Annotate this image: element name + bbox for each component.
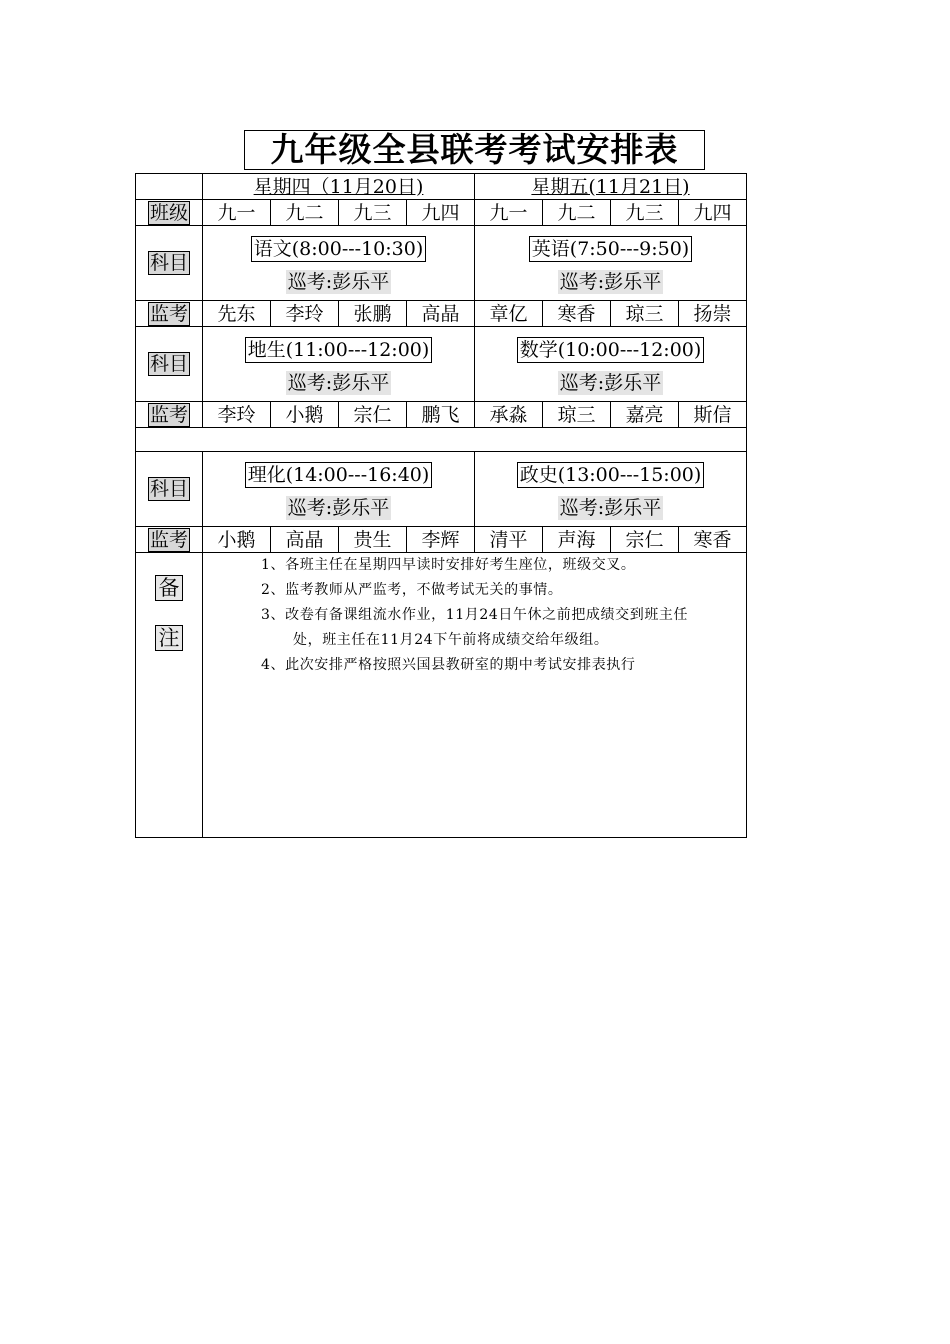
proctor-cell: 小鹅: [271, 402, 339, 428]
proctor-cell: 斯信: [679, 402, 747, 428]
proctor-label-cell: [136, 301, 203, 327]
subject-time: 数学(10:00---12:00): [517, 337, 705, 363]
proctor-row: [136, 527, 747, 553]
proctor-cell: 先东: [203, 301, 271, 327]
note-item: 4、此次安排严格按照兴国县教研室的期中考试安排表执行: [261, 657, 636, 673]
subject-label-cell: [136, 226, 203, 301]
proctor-cell: 声海: [543, 527, 611, 553]
class-label-cell: [136, 200, 203, 226]
proctor-row: [136, 402, 747, 428]
notes-row: [136, 553, 747, 838]
class-label: 班级: [149, 201, 188, 224]
subject-row: [136, 327, 747, 402]
subject-cell: [203, 226, 475, 301]
subject-label: 科目: [149, 353, 188, 375]
proctor-cell: 李辉: [407, 527, 475, 553]
notes-label-cell: [136, 553, 203, 838]
proctor-cell: 宗仁: [339, 402, 407, 428]
note-item: 1、各班主任在星期四早读时安排好考生座位，班级交叉。: [261, 557, 636, 573]
class-cell: 九三: [611, 200, 679, 226]
subject-time: 政史(13:00---15:00): [517, 462, 705, 488]
exam-schedule-table: [135, 173, 747, 838]
subject-cell: [203, 452, 475, 527]
day-friday: 星期五(11月21日): [475, 174, 747, 200]
class-cell: 九四: [407, 200, 475, 226]
proctor-cell: 张鹏: [339, 301, 407, 327]
day-thursday: 星期四（11月20日): [203, 174, 475, 200]
subject-row: [136, 452, 747, 527]
class-cell: 九一: [203, 200, 271, 226]
proctor-cell: 贵生: [339, 527, 407, 553]
proctor-label-cell: [136, 402, 203, 428]
patrol-text: 巡考:彭乐平: [287, 372, 390, 394]
notes-cell: [203, 553, 747, 838]
note-item: 2、监考教师从严监考，不做考试无关的事情。: [261, 582, 563, 598]
subject-label-cell: [136, 452, 203, 527]
patrol-text: 巡考:彭乐平: [287, 271, 390, 293]
subject-label-cell: [136, 327, 203, 402]
proctor-cell: 鹏飞: [407, 402, 475, 428]
subject-label: 科目: [149, 252, 188, 274]
proctor-cell: 寒香: [679, 527, 747, 553]
proctor-cell: 寒香: [543, 301, 611, 327]
subject-cell: [475, 226, 747, 301]
proctor-cell: 承淼: [475, 402, 543, 428]
class-cell: 九二: [271, 200, 339, 226]
subject-time: 地生(11:00---12:00): [245, 337, 433, 363]
proctor-cell: 琼三: [543, 402, 611, 428]
subject-label: 科目: [149, 478, 188, 500]
page-title: 九年级全县联考考试安排表: [244, 130, 705, 170]
class-cell: 九一: [475, 200, 543, 226]
day-header-row: [136, 174, 747, 200]
class-cell: 九四: [679, 200, 747, 226]
note-item: 3、改卷有备课组流水作业，11月24日午休之前把成绩交到班主任: [261, 607, 689, 623]
corner-cell: [136, 174, 203, 200]
subject-time: 英语(7:50---9:50): [529, 236, 692, 262]
separator-cell: [136, 428, 747, 452]
proctor-cell: 高晶: [271, 527, 339, 553]
proctor-cell: 扬崇: [679, 301, 747, 327]
patrol-text: 巡考:彭乐平: [559, 271, 662, 293]
proctor-row: [136, 301, 747, 327]
class-cell: 九三: [339, 200, 407, 226]
proctor-cell: 李玲: [271, 301, 339, 327]
subject-cell: [475, 327, 747, 402]
subject-time: 语文(8:00---10:30): [251, 236, 427, 262]
notes-label-char: 注: [155, 625, 183, 651]
patrol-text: 巡考:彭乐平: [559, 372, 662, 394]
proctor-cell: 宗仁: [611, 527, 679, 553]
subject-cell: [203, 327, 475, 402]
proctor-label: 监考: [149, 302, 188, 325]
notes-label-char: 备: [155, 575, 183, 601]
subject-cell: [475, 452, 747, 527]
patrol-text: 巡考:彭乐平: [287, 497, 390, 519]
class-cell: 九二: [543, 200, 611, 226]
subject-time: 理化(14:00---16:40): [245, 462, 433, 488]
proctor-cell: 高晶: [407, 301, 475, 327]
proctor-cell: 嘉亮: [611, 402, 679, 428]
proctor-cell: 琼三: [611, 301, 679, 327]
note-item: 处，班主任在11月24下午前将成绩交给年级组。: [293, 632, 609, 648]
proctor-label-cell: [136, 527, 203, 553]
proctor-cell: 章亿: [475, 301, 543, 327]
proctor-cell: 小鹅: [203, 527, 271, 553]
proctor-label: 监考: [149, 403, 188, 426]
separator-row: [136, 428, 747, 452]
patrol-text: 巡考:彭乐平: [559, 497, 662, 519]
subject-row: [136, 226, 747, 301]
proctor-cell: 李玲: [203, 402, 271, 428]
class-row: [136, 200, 747, 226]
proctor-cell: 清平: [475, 527, 543, 553]
proctor-label: 监考: [149, 528, 188, 551]
